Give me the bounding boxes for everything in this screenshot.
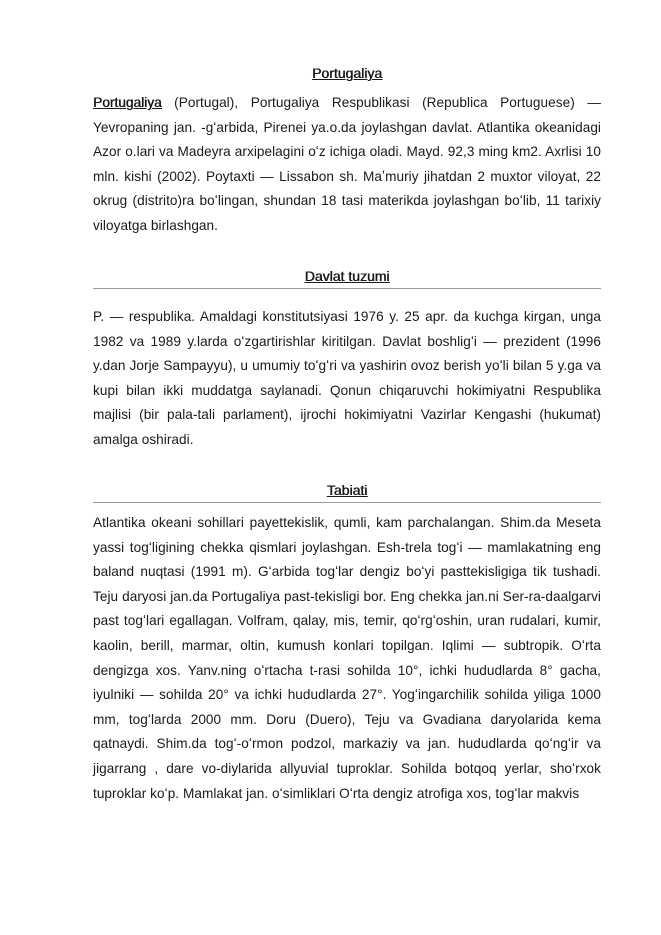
nature-paragraph: Atlantika okeani sohillari payettekislik, qumli, kam parchalangan. Shim.da Meseta yassi togʻligining chekka qismlari joylashgan. Esh-trela togʻi — mamlakatning eng baland nuqtasi (1991 m). Gʻarbida togʻlar dengiz boʻyi pasttekisligiga tik tushadi. Teju daryosi jan.da Portugaliya past-tekisligi bor. Eng chekka jan.ni Ser-ra-daalgarvi past togʻlari egallagan. Volfram, qalay, mis, temir, qoʻrgʻoshin, uran rudalari, kumir, kaolin, berill, marmar, oltin, kumush konlari topilgan. Iqlimi — subtropik. Oʻrta dengizga xos. Yanv.ning oʻrtacha t-rasi sohilda 10°, ichki hududlarda 8° gacha, iyulniki — sohilda 20° va ichki hududlarda 27°. Yogʻingarchilik sohilda yiliga 1000 mm, togʻlarda 2000 mm. Doru (Duero), Teju va Gvadiana daryolarida kema qatnaydi. Shim.da togʻ-oʻrmon podzol, markaziy va jan. hududlarda qoʻngʻir va jigarrang , dare vo-diylarida allyuvial tuproklar. Sohilda botqoq yerlar, shoʻrxok tuproklar koʻp. Mamlakat jan. oʻsimliklari Oʻrta dengiz atrofiga xos, togʻlar makvis bbox=[93, 515, 601, 801]
section-heading-nature: Tabiati bbox=[326, 482, 368, 498]
section-divider bbox=[93, 502, 601, 503]
section-heading-government: Davlat tuzumi bbox=[304, 268, 390, 284]
document-title: Portugaliya bbox=[311, 65, 383, 81]
government-paragraph: P. — respublika. Amaldagi konstitutsiyasi 1976 y. 25 apr. da kuchga kirgan, unga 1982 va 1989 y.larda oʻzgartirishlar kiritilgan. Davlat boshligʻi — prezident (1996 y.dan Jorje Sampayyu), u umumiy toʻgʻri va yashirin ovoz berish yoʻli bilan 5 y.ga va kupi bilan ikki muddatga saylanadi. Qonun chiqaruvchi hokimiyatni Respublika majlisi (bir pala-tali parlament), ijrochi hokimiyatni Vazirlar Kengashi (hukumat) amalga oshiradi. bbox=[93, 309, 601, 447]
intro-paragraph bbox=[93, 91, 601, 239]
intro-text: (Portugal), Portugaliya Respublikasi (Republica Portuguese) — Yevropaning jan. -gʻarbida, Pirenei ya.o.da joylashgan davlat. Atlantika okeanidagi Azor o.lari va Madeyra arxipelagini oʻz ichiga oladi. Mayd. 92,3 ming km2. Axrlisi 10 mln. kishi (2002). Poytaxti — Lissabon sh. Maʼmuriy jihatdan 2 muxtor viloyat, 22 okrug (distrito)ra boʻlingan, shundan 18 tasi materikda joylashgan boʻlib, 11 tarixiy viloyatga birlashgan. bbox=[93, 95, 601, 233]
lead-term-link[interactable]: Portugaliya bbox=[93, 95, 162, 110]
section-divider bbox=[93, 288, 601, 289]
